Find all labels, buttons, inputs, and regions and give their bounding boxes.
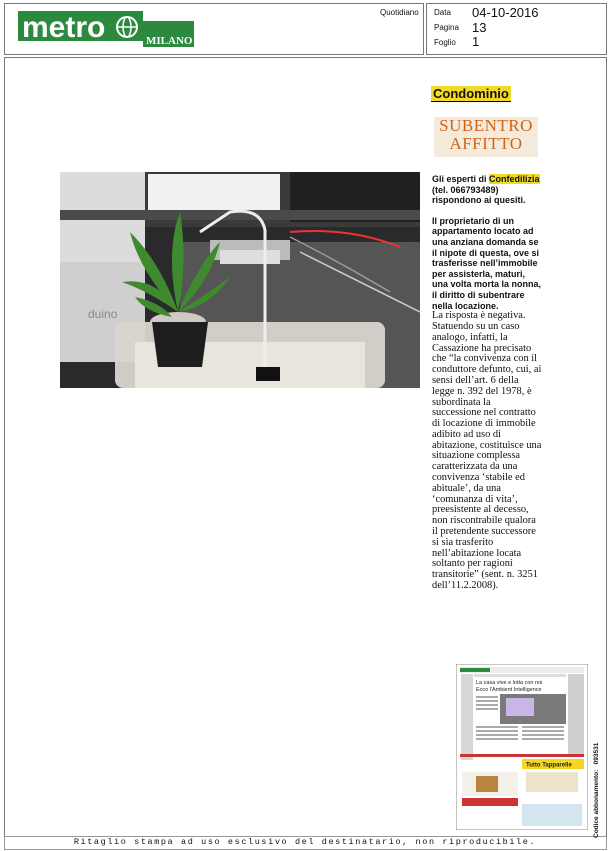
headline-line-1: SUBENTRO	[439, 116, 533, 135]
metro-milano-logo	[18, 11, 194, 47]
expert-answer: La risposta è negativa. Statuendo su un caso analogo, infatti, la Cassazione ha precisato che “la convivenza con il conduttore defunto, cui, ai sensi dell’art. 6 della legge n. 392 del 1978, è subordinata la successione nel contratto di locazione di immobile adibito ad uso di abitazione, costituisce una situazione complessa caratterizzata da una convivenza ‘stabile ed abituale’, da una ‘comunanza di vita’, preesistente al decesso, non riscontrabile qualora il pretendente successore si sia trasferito nell’abitazione locata soltanto per ragioni transitorie” (sent. n. 3251 dell’11.2.2008).	[432, 310, 542, 592]
headline-line-2: AFFITTO	[449, 134, 523, 153]
data-value: 04-10-2016	[472, 5, 539, 20]
pagina-label: Pagina	[434, 23, 459, 32]
subscription-code: Codice abbonamento: 093531	[593, 742, 600, 838]
svg-text:La casa vive e lotta con noi: La casa vive e lotta con noi	[476, 680, 543, 686]
article-intro: Gli esperti di Confedilizia (tel. 066793489) rispondono ai quesiti.	[432, 174, 540, 206]
foglio-value: 1	[472, 34, 480, 49]
foglio-label: Foglio	[434, 38, 456, 47]
article-photo	[60, 172, 420, 388]
headline	[434, 117, 538, 157]
reader-question: Il proprietario di un appartamento locato ad una anziana domanda se il nipote di questa, ove si trasferisse nell’immobile per assisterla, maturi, una volta morta la nonna, il diritto di subentrare nella locazione.	[432, 215, 542, 311]
svg-text:Ecco l'Ambient Intelligence: Ecco l'Ambient Intelligence	[476, 687, 542, 693]
data-label: Data	[434, 8, 451, 17]
footer-notice: Ritaglio stampa ad uso esclusivo del destinatario, non riproducibile.	[73, 837, 537, 847]
logo-text: metro	[22, 11, 106, 44]
svg-text:duino: duino	[88, 307, 118, 321]
article-body	[432, 174, 542, 592]
rubric-label: Condominio	[433, 86, 509, 101]
publication-type: Quotidiano	[380, 8, 419, 17]
confedilizia-highlight: Confedilizia	[489, 174, 540, 184]
page-thumbnail	[456, 664, 588, 830]
edition-label: MILANO	[146, 35, 193, 47]
pagina-value: 13	[472, 20, 487, 35]
svg-text:Tutto Tapparelle: Tutto Tapparelle	[526, 762, 572, 769]
